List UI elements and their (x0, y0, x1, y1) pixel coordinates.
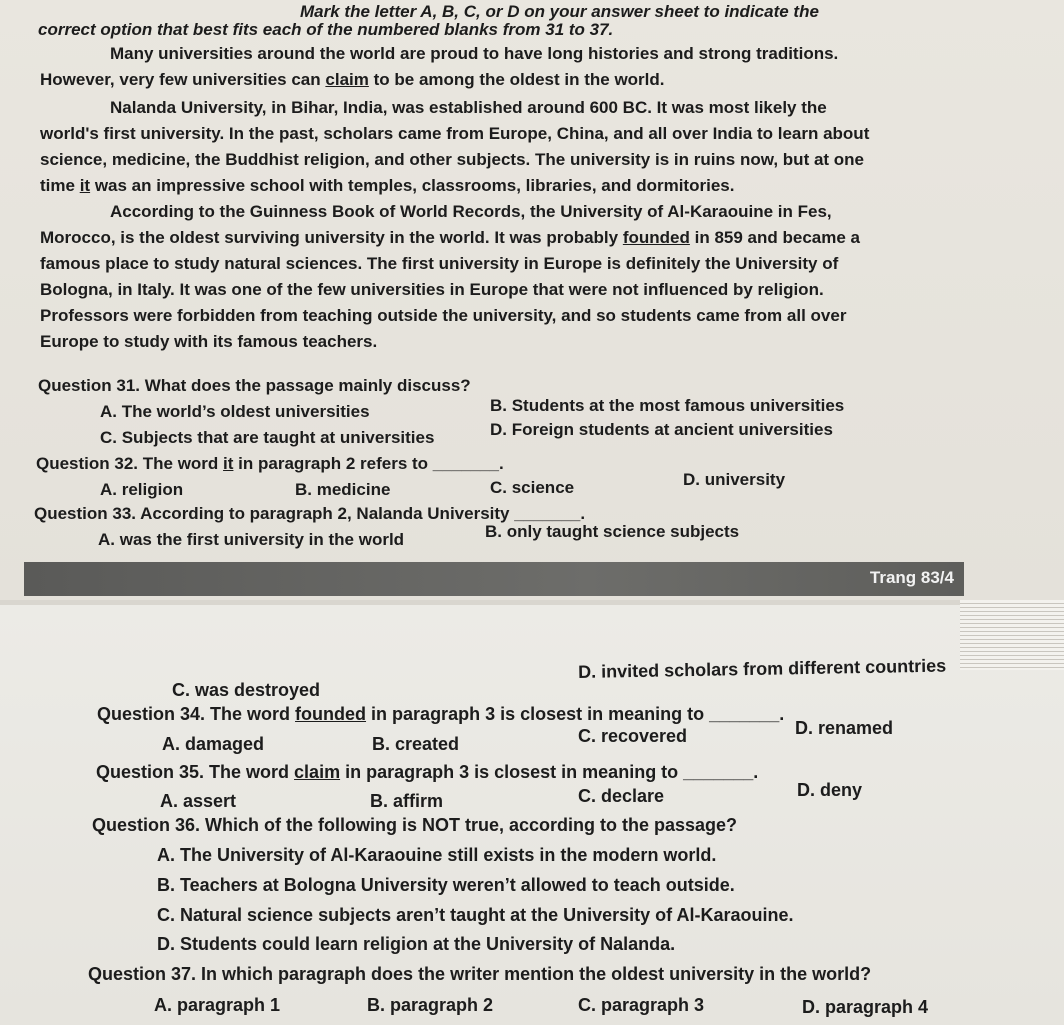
q35-keyword: claim (294, 762, 341, 782)
q31-option-a: A. The world’s oldest universities (100, 402, 370, 421)
page-number: Trang 83/4 (869, 568, 954, 587)
q31-option-b: B. Students at the most famous universities (490, 396, 845, 415)
q37-option-b: B. paragraph 2 (367, 995, 494, 1015)
q31-stem: Question 31. What does the passage mainly discuss? (38, 376, 471, 395)
q31-option-c: C. Subjects that are taught at universities (100, 428, 435, 447)
q33-stem: Question 33. According to paragraph 2, Nalanda University _______. (34, 504, 586, 523)
q33-option-d: D. invited scholars from different countries (578, 655, 947, 682)
p3-line-6: Europe to study with its famous teachers. (40, 332, 378, 351)
p3-line-2: Morocco, is the oldest surviving university in the world. It was probably founded in 859 and became a (40, 228, 860, 247)
q32-option-b: B. medicine (295, 480, 391, 499)
q35-stem: Question 35. The word claim in paragraph 3 is closest in meaning to _______. (96, 762, 759, 782)
q36-stem: Question 36. Which of the following is NOT true, according to the passage? (92, 815, 738, 835)
q33-option-a: A. was the first university in the world (98, 530, 405, 549)
q32-option-c: C. science (490, 478, 575, 497)
q37-option-c: C. paragraph 3 (578, 995, 705, 1015)
p2-line-2: world's first university. In the past, scholars came from Europe, China, and all over India to learn about (40, 124, 870, 143)
q34-option-d: D. renamed (795, 718, 894, 738)
q34-keyword: founded (295, 704, 367, 724)
q36-option-a: A. The University of Al-Karaouine still exists in the modern world. (157, 845, 717, 865)
q36-option-b: B. Teachers at Bologna University weren’t allowed to teach outside. (157, 875, 735, 895)
q37-stem: Question 37. In which paragraph does the writer mention the oldest university in the world? (88, 964, 872, 984)
p2-line-3: science, medicine, the Buddhist religion, and other subjects. The university is in ruins now, but at one (40, 150, 865, 169)
p3-line-5: Professors were forbidden from teaching outside the university, and so students came from all over (40, 306, 847, 325)
p3-line-3: famous place to study natural sciences. The first university in Europe is definitely the University of (40, 254, 839, 273)
word-claim: claim (325, 70, 369, 89)
q32-keyword: it (223, 454, 234, 473)
word-founded: founded (622, 228, 690, 247)
q31-option-d: D. Foreign students at ancient universities (490, 420, 833, 439)
q36-option-d: D. Students could learn religion at the University of Nalanda. (157, 934, 676, 954)
q37-option-a: A. paragraph 1 (154, 995, 281, 1015)
q34-option-c: C. recovered (578, 726, 688, 746)
q35-option-c: C. declare (578, 786, 665, 806)
word-it: it (79, 176, 91, 195)
q35-option-a: A. assert (160, 791, 237, 811)
p3-line-4: Bologna, in Italy. It was one of the few universities in Europe that were not influenced by religion. (40, 280, 824, 299)
q34-option-a: A. damaged (162, 734, 265, 754)
p3-line-1: According to the Guinness Book of World Records, the University of Al-Karaouine in Fes, (110, 202, 832, 221)
q32-stem: Question 32. The word it in paragraph 2 refers to _______. (36, 454, 504, 473)
q34-stem: Question 34. The word founded in paragraph 3 is closest in meaning to _______. (97, 704, 785, 724)
q35-option-d: D. deny (797, 780, 863, 800)
p1-line-1: Many universities around the world are proud to have long histories and strong traditions. (110, 44, 839, 63)
q34-option-b: B. created (372, 734, 460, 754)
instruction-line-1: Mark the letter A, B, C, or D on your answer sheet to indicate the (300, 2, 819, 21)
p2-line-4: time it was an impressive school with temples, classrooms, libraries, and dormitories. (40, 176, 735, 195)
q32-option-d: D. university (683, 470, 786, 489)
q36-option-c: C. Natural science subjects aren’t taught at the University of Al-Karaouine. (157, 905, 794, 925)
instruction-line-2: correct option that best fits each of the numbered blanks from 31 to 37. (38, 20, 614, 39)
q32-option-a: A. religion (100, 480, 184, 499)
q35-option-b: B. affirm (370, 791, 444, 811)
stacked-page-edges (960, 600, 1064, 670)
q37-option-d: D. paragraph 4 (802, 997, 929, 1017)
page-footer-bar (24, 562, 964, 596)
p1-line-2: However, very few universities can claim to be among the oldest in the world. (40, 70, 665, 89)
q33-option-b: B. only taught science subjects (485, 522, 740, 541)
p2-line-1: Nalanda University, in Bihar, India, was established around 600 BC. It was most likely the (110, 98, 827, 117)
q33-option-c: C. was destroyed (172, 680, 321, 700)
